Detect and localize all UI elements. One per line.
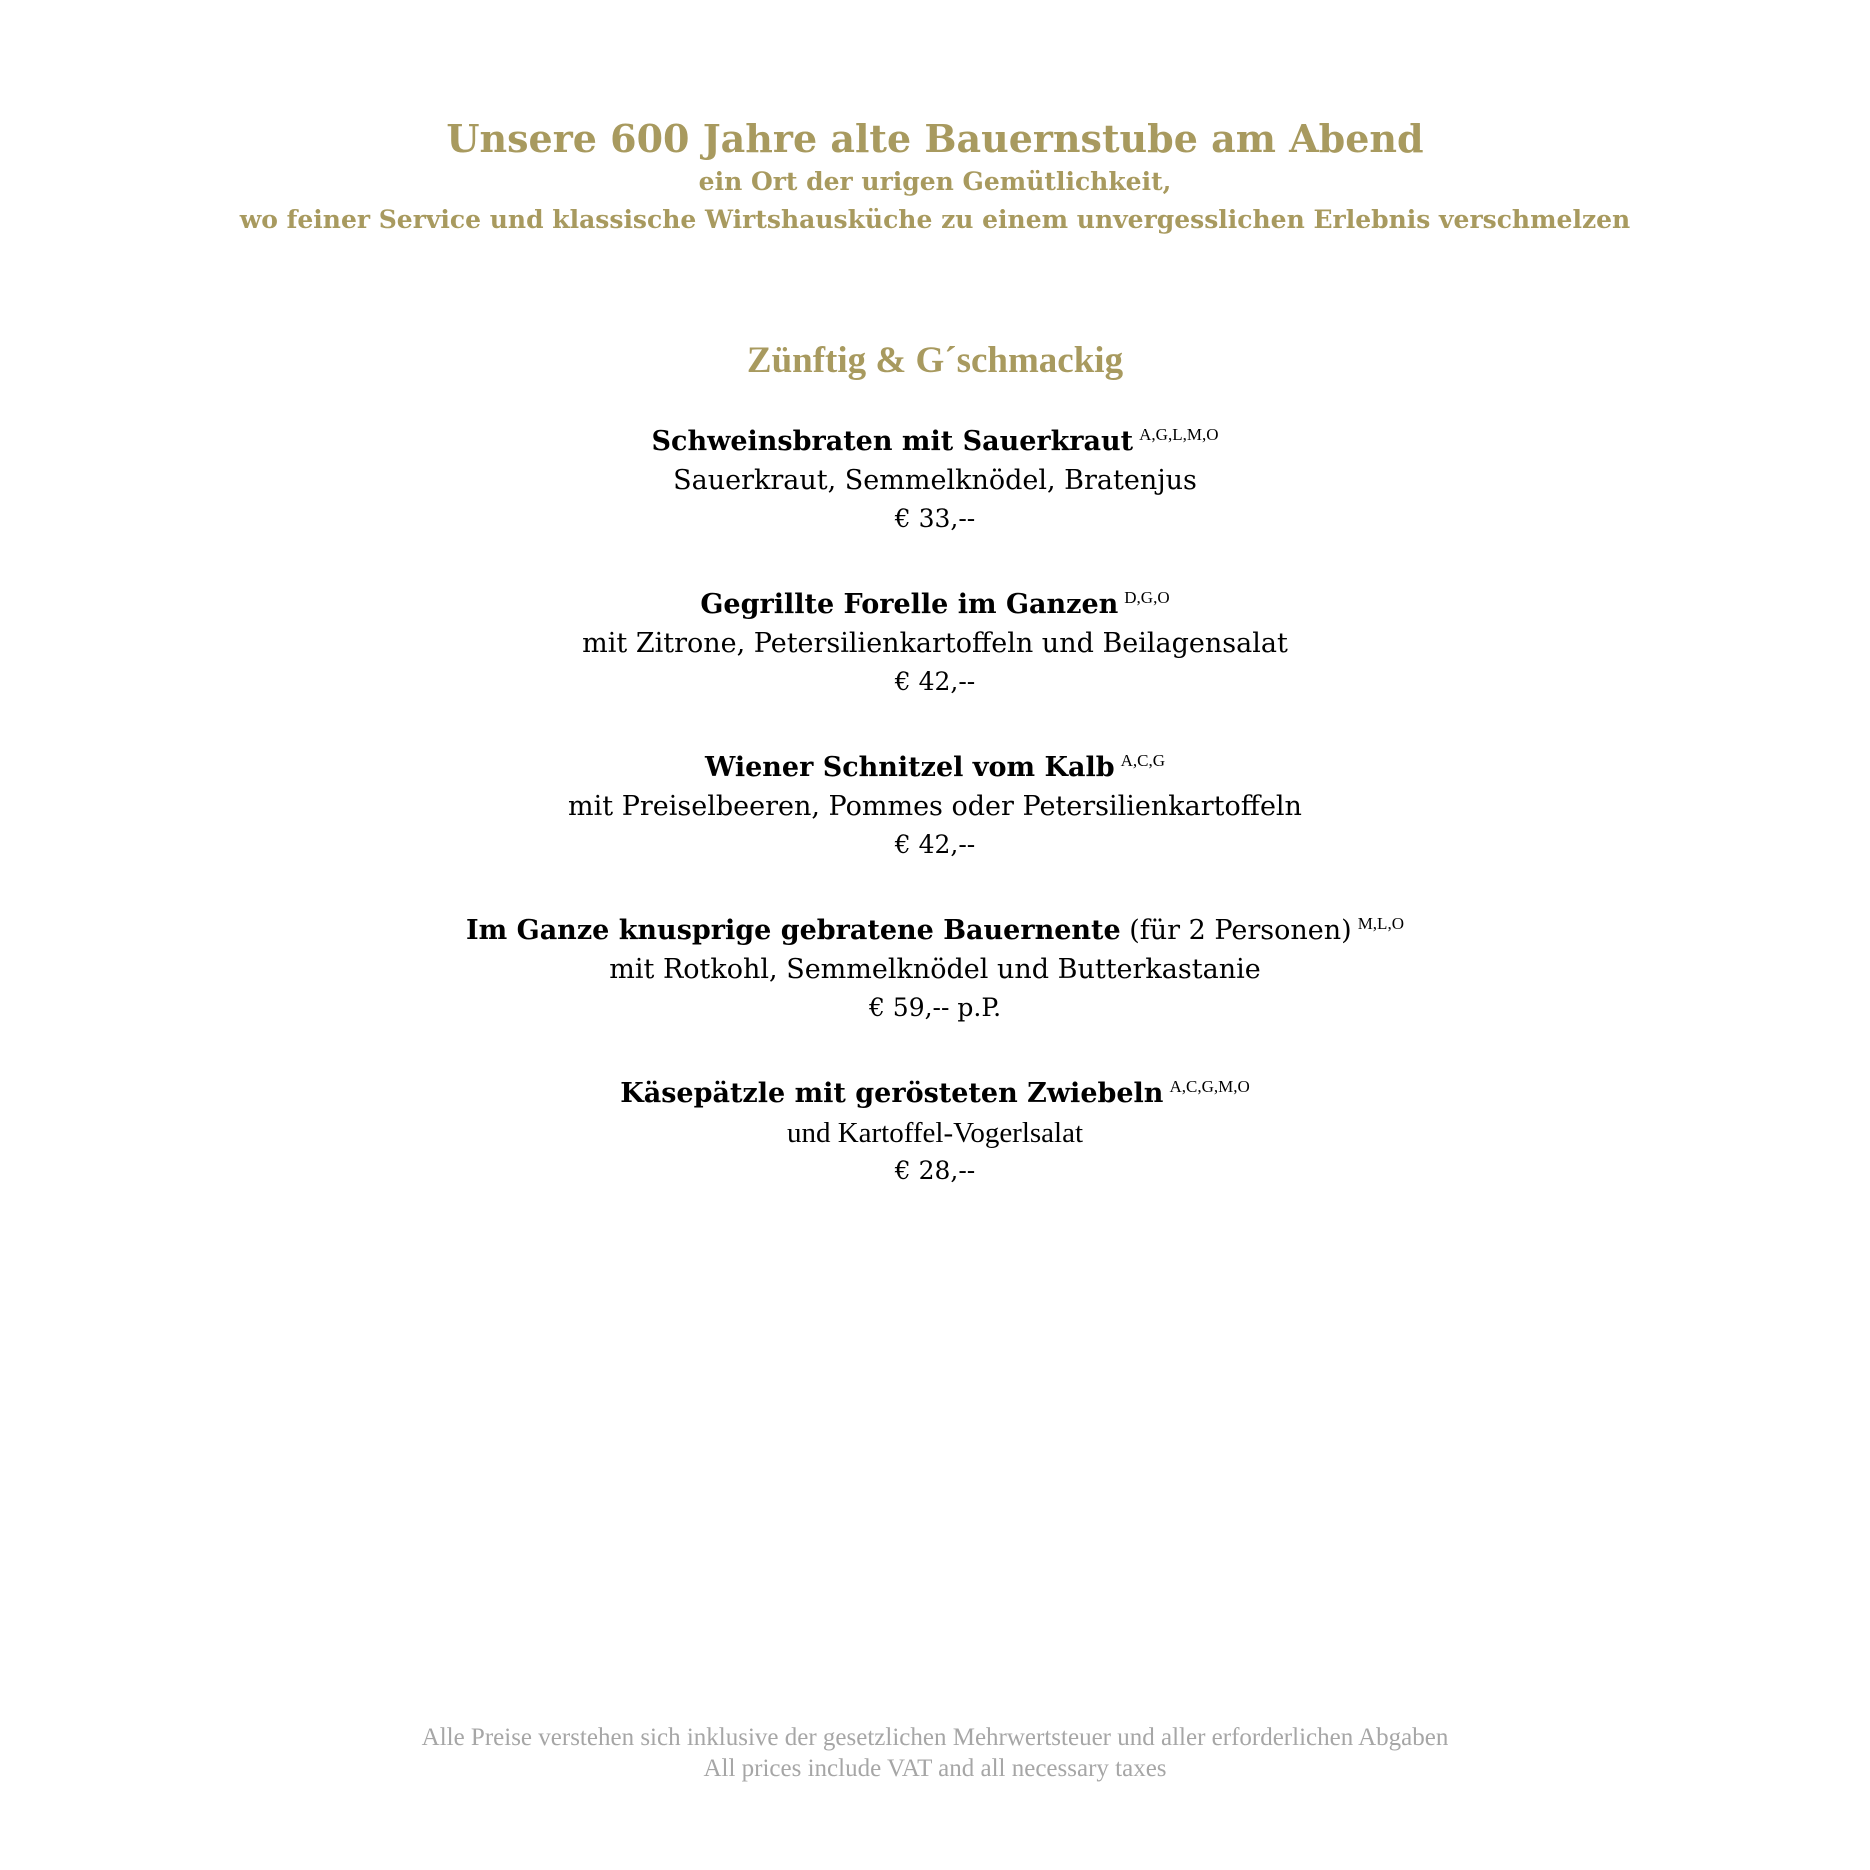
dish-portion-note: (für 2 Personen) [1129,915,1352,946]
dish-description: mit Rotkohl, Semmelknödel und Butterkastanie [609,954,1261,985]
menu-header [0,115,1870,239]
dish-price: € 42,-- [894,830,976,859]
dish-item [0,1067,1870,1190]
dish-description: mit Zitrone, Petersilienkartoffeln und Beilagensalat [582,628,1288,659]
dish-price: € 59,-- p.P. [868,993,1002,1022]
allergen-codes: A,C,G [1120,751,1165,770]
dish-description: Sauerkraut, Semmelknödel, Bratenjus [673,465,1197,496]
disclaimer-english: All prices include VAT and all necessary taxes [703,1755,1167,1782]
page-title: Unsere 600 Jahre alte Bauernstube am Abend [446,116,1424,161]
dish-item [0,415,1870,538]
dish-item [0,741,1870,864]
allergen-codes: M,L,O [1357,914,1404,933]
page-subtitle-line-2: wo feiner Service und klassische Wirtshausküche zu einem unvergesslichen Erlebnis verschmelzen [239,205,1631,234]
dish-description: mit Preiselbeeren, Pommes oder Petersilienkartoffeln [568,791,1302,822]
disclaimer-german: Alle Preise verstehen sich inklusive der gesetzlichen Mehrwertsteuer und aller erforderlichen Abgaben [421,1724,1449,1751]
allergen-codes: A,G,L,M,O [1139,425,1219,444]
dish-price: € 42,-- [894,667,976,696]
dish-heading [0,415,1870,462]
price-disclaimer [0,1722,1870,1784]
dish-heading [0,741,1870,788]
dish-heading [0,904,1870,951]
dish-description: und Kartoffel-Vogerlsalat [786,1117,1084,1149]
dish-item [0,578,1870,701]
dish-name: Im Ganze knusprige gebratene Bauernente [466,915,1121,946]
dish-heading [0,578,1870,625]
allergen-codes: D,G,O [1124,588,1170,607]
dish-name: Gegrillte Forelle im Ganzen [700,589,1119,620]
dish-price: € 33,-- [894,504,976,533]
dish-name: Schweinsbraten mit Sauerkraut [651,426,1134,457]
allergen-codes: A,C,G,M,O [1169,1077,1250,1096]
section-title: Zünftig & G´schmackig [746,340,1124,381]
dish-price: € 28,-- [894,1156,976,1185]
dish-heading [0,1067,1870,1114]
dish-item [0,904,1870,1027]
dish-list [0,415,1870,1230]
dish-name: Wiener Schnitzel vom Kalb [705,752,1115,783]
dish-name: Käsepätzle mit gerösteten Zwiebeln [620,1078,1164,1109]
page-subtitle-line-1: ein Ort der urigen Gemütlichkeit, [698,167,1172,196]
